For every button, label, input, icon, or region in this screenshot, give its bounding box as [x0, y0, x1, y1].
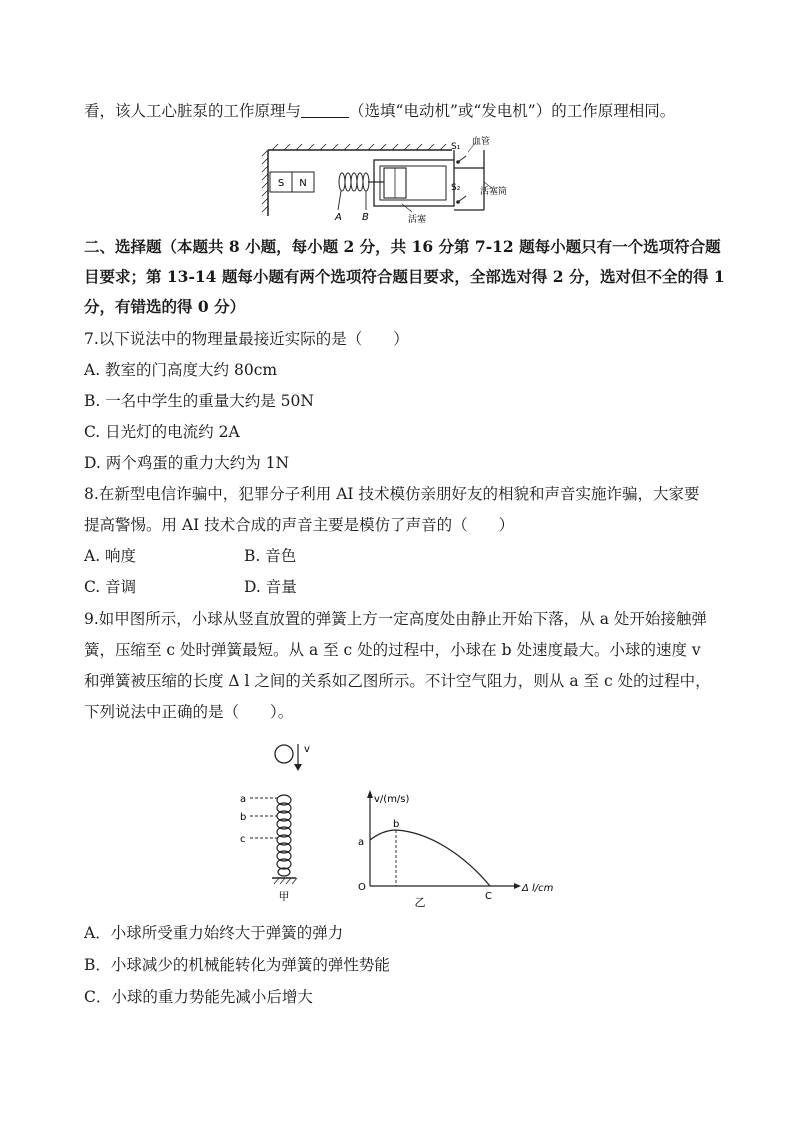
- q8-stem-line2: 提高警惕。用 AI 技术合成的声音主要是模仿了声音的（ ）: [84, 516, 515, 534]
- magnet-s-label: S: [277, 178, 285, 189]
- section-heading-line1: 二、选择题（本题共 8 小题，每小题 2 分，共 16 分第 7-12 题每小题只有一个选项符合题: [84, 237, 721, 256]
- graph-point-b: b: [393, 819, 400, 830]
- cylinder-label: 活塞筒: [480, 187, 508, 197]
- vessel-label: 血管: [472, 137, 491, 147]
- graph-point-a: a: [358, 837, 365, 848]
- graph-y-label: v/(m/s): [374, 794, 410, 805]
- spring-caption: 甲: [278, 890, 290, 903]
- valve-s2-label: S₂: [451, 183, 461, 193]
- intro-text-after: （选填“电动机”或“发电机”）的工作原理相同。: [349, 102, 676, 120]
- q8-option-c[interactable]: C. 音调: [84, 578, 137, 596]
- q9-option-a[interactable]: A．小球所受重力始终大于弹簧的弹力: [84, 924, 344, 942]
- section-heading-line2: 目要求；第 13-14 题每小题有两个选项符合题目要求，全部选对得 2 分，选对但不全的得 1: [84, 267, 725, 286]
- velocity-label: v: [304, 744, 310, 755]
- piston-label: 活塞: [408, 215, 427, 225]
- spring: [277, 795, 291, 876]
- q7-option-a[interactable]: A. 教室的门高度大约 80cm: [84, 361, 278, 379]
- answer-blank[interactable]: [301, 103, 349, 118]
- q8-stem-line1: 8.在新型电信诈骗中，犯罪分子利用 AI 技术模仿亲朋好友的相貌和声音实施诈骗，大家要: [84, 485, 700, 503]
- q8-options-row2: [84, 577, 484, 597]
- intro-text-before: 看，该人工心脏泵的工作原理与: [84, 102, 302, 120]
- q8-options-row1: [84, 546, 484, 566]
- q8-option-d[interactable]: D. 音量: [244, 578, 297, 596]
- spring-mark-c: c: [240, 834, 246, 845]
- graph-origin: O: [358, 882, 366, 893]
- q7-stem: 7.以下说法中的物理量最接近实际的是（ ）: [84, 330, 409, 348]
- ball: [275, 745, 293, 763]
- velocity-graph: [350, 786, 570, 909]
- valve-s1-label: S₁: [451, 142, 461, 152]
- intro-line: [84, 101, 675, 121]
- spring-mark-b: b: [240, 812, 247, 823]
- q7-option-d[interactable]: D. 两个鸡蛋的重力大约为 1N: [84, 454, 290, 472]
- coil: [339, 173, 369, 191]
- q9-stem-line1: 9.如甲图所示，小球从竖直放置的弹簧上方一定高度处由静止开始下落，从 a 处开始接触弹: [84, 610, 707, 628]
- graph-point-c: C: [485, 891, 492, 902]
- graph-x-label: Δ l/cm: [522, 883, 554, 894]
- spring-diagram: [234, 738, 314, 908]
- graph-caption: 乙: [414, 896, 426, 909]
- q7-option-b[interactable]: B. 一名中学生的重量大约是 50N: [84, 392, 314, 410]
- q9-option-c[interactable]: C．小球的重力势能先减小后增大: [84, 988, 313, 1006]
- q8-option-a[interactable]: A. 响度: [84, 547, 137, 565]
- q9-option-b[interactable]: B．小球减少的机械能转化为弹簧的弹性势能: [84, 956, 390, 974]
- pump-diagram: [262, 137, 508, 230]
- q8-option-b[interactable]: B. 音色: [244, 547, 297, 565]
- section-heading-line3: 分，有错选的得 0 分）: [84, 297, 246, 316]
- q9-stem-line3: 和弹簧被压缩的长度 Δ l 之间的关系如乙图所示。不计空气阻力，则从 a 至 c 处的过程中，: [84, 672, 711, 690]
- magnet-n-label: N: [299, 178, 307, 189]
- q7-option-c[interactable]: C. 日光灯的电流约 2A: [84, 423, 240, 441]
- terminal-b-label: B: [362, 212, 369, 223]
- terminal-a-label: A: [335, 212, 342, 223]
- velocity-curve: [370, 830, 490, 886]
- spring-mark-a: a: [240, 794, 247, 805]
- q9-stem-line2: 簧，压缩至 c 处时弹簧最短。从 a 至 c 处的过程中，小球在 b 处速度最大。小球的速度 v: [84, 641, 701, 659]
- q9-stem-line4: 下列说法中正确的是（ ）。: [84, 703, 294, 721]
